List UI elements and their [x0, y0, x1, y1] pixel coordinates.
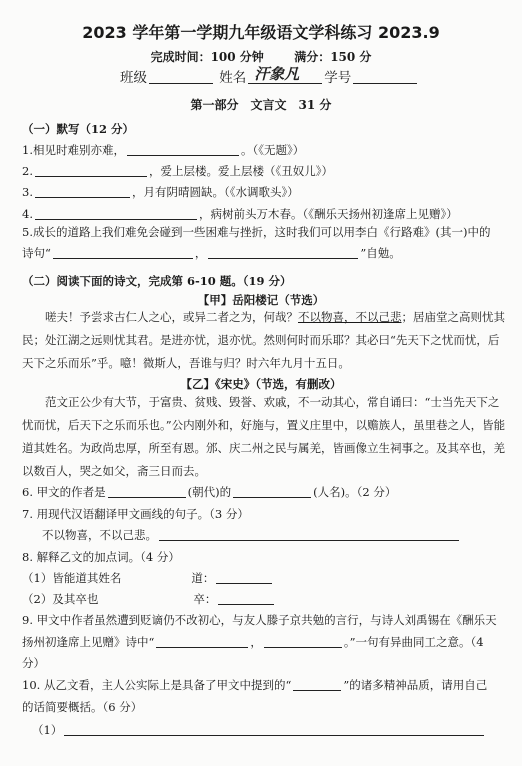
q10-item1-label: （1）: [32, 723, 63, 737]
name-blank[interactable]: [248, 65, 322, 84]
q10-answer-line: [32, 722, 486, 738]
q8-item2: [22, 591, 276, 607]
q5-blank-1[interactable]: [53, 246, 193, 259]
jia-text-b: ；居庙堂之高则忧其民；处江湖之远则忧其君。是进亦忧，退亦忧。然则何时而乐耶？其必曰“先天下之忧而忧，后天下之乐而乐”乎。噫！微斯人，吾谁与归？时六年九月十五日。: [22, 310, 505, 370]
q7-line: 7. 用现代汉语翻译甲文画线的句子。（3 分）: [22, 507, 249, 521]
q3-blank[interactable]: [35, 185, 130, 198]
q9-line3: 分）: [22, 656, 45, 670]
score-label: 满分：150 分: [294, 50, 372, 64]
class-label: 班级: [120, 70, 147, 86]
class-blank[interactable]: [149, 71, 213, 84]
q2-prefix: 2.: [22, 164, 33, 178]
q9-line1: 9. 甲文中作者虽然遭到贬谪仍不改初心，与友人滕子京共勉的言行，与诗人刘禹锡在《酬乐天: [22, 613, 497, 627]
q9-blank-1[interactable]: [156, 635, 248, 648]
q1-blank[interactable]: [127, 143, 239, 156]
id-blank[interactable]: [353, 71, 417, 84]
q10-line2: 的话简要概括。（6 分）: [22, 700, 143, 714]
q8-item2-text: （2）及其卒也: [22, 592, 99, 606]
passage-jia-title: 【甲】岳阳楼记（节选）: [197, 293, 325, 307]
passage-yi-title: 【乙】《宋史》（节选，有删改）: [180, 377, 342, 391]
q6-part-b: (朝代)的: [187, 485, 232, 499]
q9-line2: [22, 634, 484, 650]
q6-part-c: (人名)。（2 分）: [313, 485, 397, 499]
q2-line: [22, 163, 333, 179]
q3-suffix: ，月有阴晴圆缺。（《水调歌头》）: [131, 185, 299, 199]
part1-title: 第一部分 文言文 31 分: [190, 98, 332, 112]
passage-yi-text: 范文正公少有大节，于富贵、贫贱、毁誉、欢戚，不一动其心，常自诵曰：“士当先天下之忧而忧，后天下之乐而乐也。”公内刚外和，好施与，置义庄里中，以赡族人，虽里巷之人，皆能道其姓名。为政尚忠厚，所至有恩。邠、庆二州之民与属羌，皆画像立生祠事之。及其卒也，羌以数百人，哭之如父，斋三日而去。: [22, 395, 506, 478]
q4-prefix: 4.: [22, 207, 33, 221]
section2-heading: （二）阅读下面的诗文，完成第 6-10 题。（19 分）: [22, 274, 292, 288]
name-label: 姓名: [219, 70, 247, 86]
q10-line1: [22, 677, 487, 693]
q5-line2: [22, 245, 401, 261]
section1-heading: （一）默写（12 分）: [22, 122, 135, 136]
q10-part-a: 10. 从乙文看，主人公实际上是具备了甲文中提到的“: [22, 678, 292, 692]
q10-answer-blank[interactable]: [64, 723, 484, 736]
jia-text-a: 嗟夫！予尝求古仁人之心，或异二者之为，何哉？: [45, 310, 298, 324]
q8-item1-char: 道：: [191, 571, 215, 585]
q5-prefix: 诗句“: [22, 246, 51, 260]
q5-suffix: ”自勉。: [360, 246, 401, 260]
q8-item1-blank[interactable]: [216, 571, 272, 584]
time-label: 完成时间：100 分钟: [150, 50, 264, 64]
q4-suffix: ，病树前头万木春。（《酬乐天扬州初逢席上见赠》）: [198, 207, 458, 221]
q3-prefix: 3.: [22, 185, 33, 199]
q8-item1: [22, 570, 274, 586]
q4-blank[interactable]: [35, 207, 197, 220]
q8-line: 8. 解释乙文的加点词。（4 分）: [22, 550, 180, 564]
jia-underlined-sentence: 不以物喜，不以己悲: [298, 310, 402, 324]
q6-line: [22, 484, 396, 500]
q6-blank-name[interactable]: [233, 485, 311, 498]
q1-suffix: 。（《无题》）: [240, 143, 305, 157]
q9-part-b: ，: [250, 635, 262, 649]
handwritten-name: 汗象凡: [254, 65, 300, 83]
q10-blank[interactable]: [293, 678, 341, 691]
q5-blank-2[interactable]: [208, 246, 358, 259]
q7-sentence: 不以物喜，不以己悲。: [42, 528, 157, 542]
q7-answer-blank[interactable]: [159, 528, 459, 541]
q1-prefix: 1.相见时难别亦难，: [22, 143, 125, 157]
q3-line: [22, 184, 299, 200]
q6-blank-dynasty[interactable]: [108, 485, 186, 498]
q8-item2-blank[interactable]: [218, 592, 274, 605]
passage-jia-text: [22, 306, 506, 375]
q1-line: [22, 142, 304, 158]
q5-middle: ，: [194, 246, 207, 260]
q10-part-b: ”的诸多精神品质，请用自己: [343, 678, 488, 692]
student-info-line: [120, 66, 419, 86]
q9-part-a: 扬州初逢席上见赠》诗中“: [22, 635, 155, 649]
q6-part-a: 6. 甲文的作者是: [22, 485, 106, 499]
q9-part-c: 。”一句有异曲同工之意。（4: [343, 635, 484, 649]
q7-answer-line: [42, 527, 461, 543]
q8-item2-char: 卒：: [193, 592, 217, 606]
exam-title: 2023 学年第一学期九年级语文学科练习 2023.9: [82, 23, 440, 42]
q2-blank[interactable]: [35, 164, 147, 177]
q4-line: [22, 206, 458, 222]
q2-suffix: ，爱上层楼。爱上层楼（《丑奴儿》）: [148, 164, 333, 178]
q5-line1: 5.成长的道路上我们难免会碰到一些困难与挫折，这时我们可以用李白《行路难》(其一)中的: [22, 225, 491, 239]
q9-blank-2[interactable]: [264, 635, 342, 648]
q8-item1-text: （1）皆能道其姓名: [22, 571, 122, 585]
id-label: 学号: [324, 70, 352, 86]
